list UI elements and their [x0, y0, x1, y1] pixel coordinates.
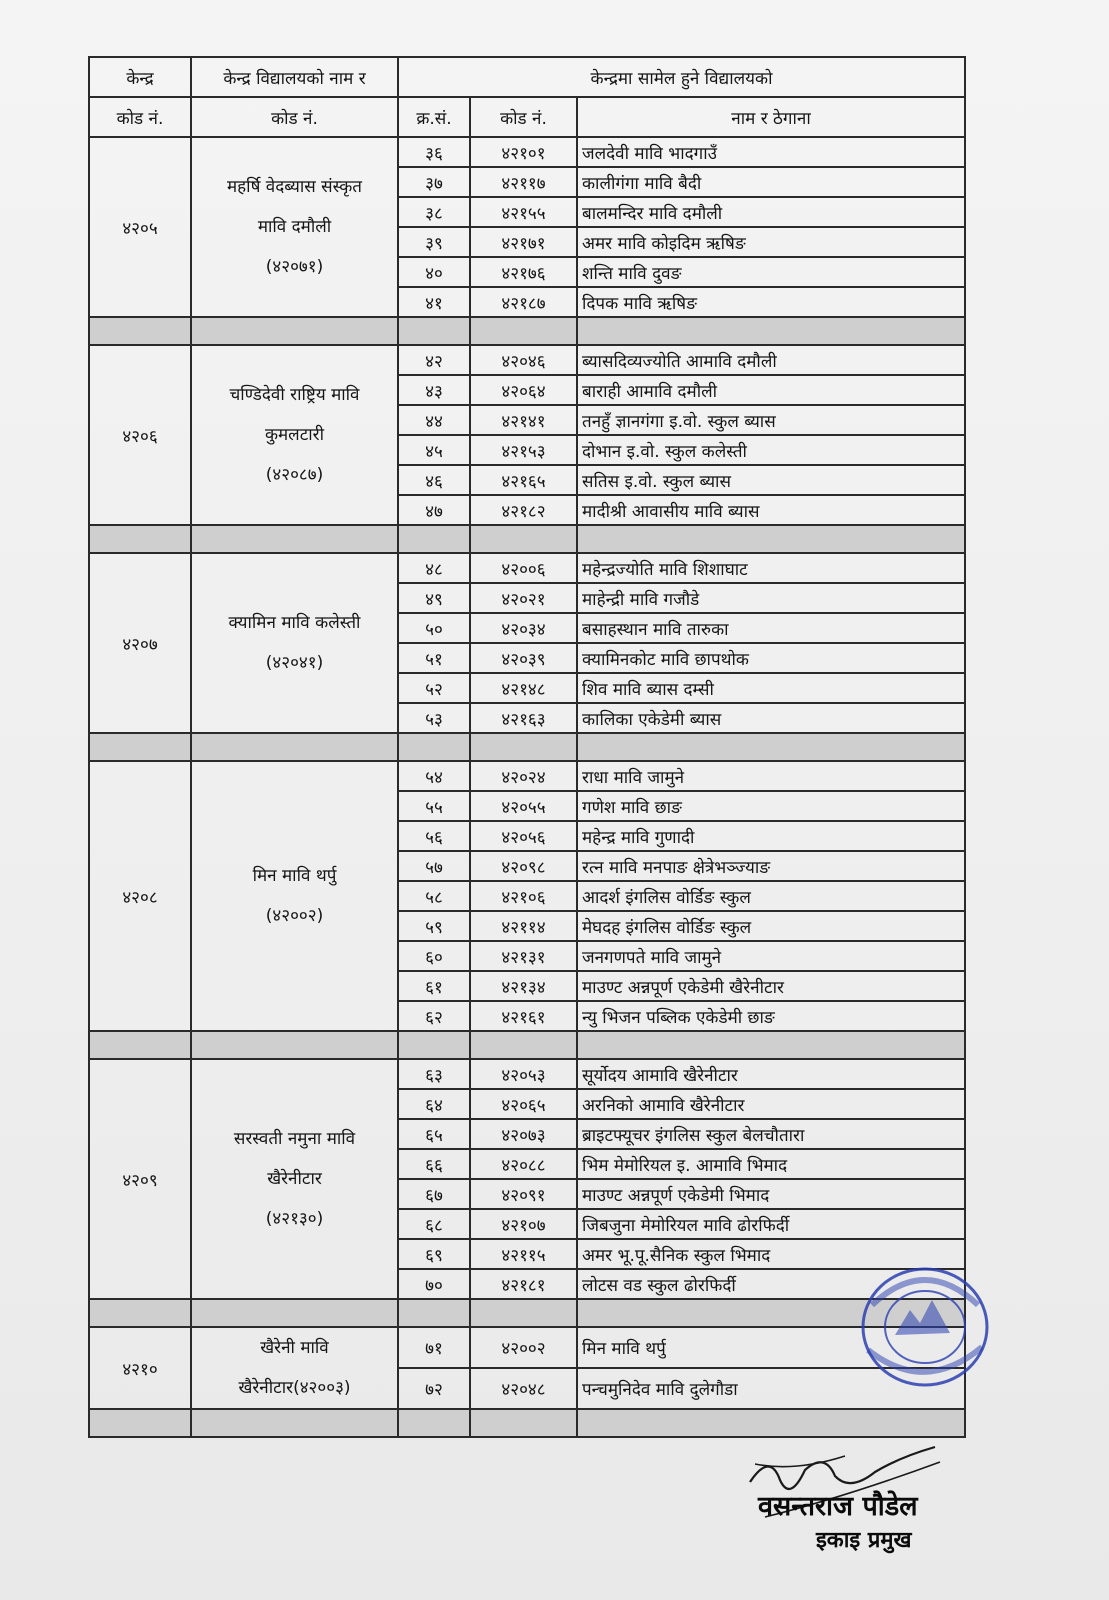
serial-number: ६४ [398, 1089, 470, 1119]
center-name-line: (४२०८७) [265, 465, 324, 485]
school-name-address: सतिस इ.वो. स्कुल ब्यास [577, 465, 965, 495]
separator-cell [398, 1031, 470, 1059]
school-code: ४२१६५ [470, 465, 577, 495]
center-code: ४२०७ [89, 553, 191, 733]
school-name-address: गणेश मावि छाङ [577, 791, 965, 821]
separator-cell [470, 1031, 577, 1059]
serial-number: ४९ [398, 583, 470, 613]
serial-number: ६६ [398, 1149, 470, 1179]
separator-cell [577, 1031, 965, 1059]
serial-number: ४१ [398, 287, 470, 317]
separator-cell [470, 525, 577, 553]
separator-cell [470, 317, 577, 345]
separator-cell [89, 1409, 191, 1437]
center-name-line: कुमलटारी [264, 425, 325, 445]
separator-cell [577, 525, 965, 553]
school-name-address: अमर मावि कोइदिम ऋषिङ [577, 227, 965, 257]
school-name-address: माउण्ट अन्नपूर्ण एकेडेमी खैरेनीटार [577, 971, 965, 1001]
serial-number: ७२ [398, 1368, 470, 1409]
school-name-address: ब्यासदिव्यज्योति आमावि दमौली [577, 345, 965, 375]
school-code: ४२०३४ [470, 613, 577, 643]
school-code: ४२११५ [470, 1239, 577, 1269]
school-code: ४२०५६ [470, 821, 577, 851]
separator-cell [470, 733, 577, 761]
separator-cell [398, 1409, 470, 1437]
separator-cell [398, 525, 470, 553]
header-included-schools: केन्द्रमा सामेल हुने विद्यालयको [398, 57, 965, 97]
school-name-address: क्यामिनकोट मावि छापथोक [577, 643, 965, 673]
serial-number: ६० [398, 941, 470, 971]
school-row [89, 553, 965, 583]
school-code: ४२०३९ [470, 643, 577, 673]
school-code: ४२१८७ [470, 287, 577, 317]
school-name-address: लोटस वड स्कुल ढोरफिर्दी [577, 1269, 965, 1299]
school-center-table [88, 56, 966, 1438]
center-name-line: मिन मावि थर्पु [252, 866, 337, 886]
serial-number: ६८ [398, 1209, 470, 1239]
school-row [89, 761, 965, 791]
school-name-address: बाराही आमावि दमौली [577, 375, 965, 405]
school-name-address: सूर्योदय आमावि खैरेनीटार [577, 1059, 965, 1089]
serial-number: ४६ [398, 465, 470, 495]
separator-cell [191, 1299, 398, 1327]
header-row-2 [89, 97, 965, 137]
school-code: ४२०६४ [470, 375, 577, 405]
school-name-address: भिम मेमोरियल इ. आमावि भिमाद [577, 1149, 965, 1179]
school-name-address: बालमन्दिर मावि दमौली [577, 197, 965, 227]
separator-cell [89, 733, 191, 761]
school-code: ४२१८२ [470, 495, 577, 525]
center-code: ४२०५ [89, 137, 191, 317]
separator-row [89, 1031, 965, 1059]
center-school-name [191, 553, 398, 733]
separator-row [89, 317, 965, 345]
serial-number: ४७ [398, 495, 470, 525]
school-code: ४२१५३ [470, 435, 577, 465]
serial-number: ३७ [398, 167, 470, 197]
school-name-address: अमर भू.पू.सैनिक स्कुल भिमाद [577, 1239, 965, 1269]
school-name-address: बसाहस्थान मावि तारुका [577, 613, 965, 643]
center-name-line: मावि दमौली [257, 217, 332, 237]
center-code: ४२०८ [89, 761, 191, 1031]
serial-number: ४४ [398, 405, 470, 435]
school-name-address: महेन्द्र मावि गुणादी [577, 821, 965, 851]
center-name-line: खैरेनी मावि [260, 1338, 329, 1358]
center-school-name [191, 345, 398, 525]
separator-row [89, 1299, 965, 1327]
school-name-address: जिबजुना मेमोरियल मावि ढोरफिर्दी [577, 1209, 965, 1239]
separator-cell [191, 317, 398, 345]
serial-number: ५९ [398, 911, 470, 941]
center-school-name [191, 761, 398, 1031]
serial-number: ३९ [398, 227, 470, 257]
center-code: ४२१० [89, 1327, 191, 1409]
school-name-address: जलदेवी मावि भादगाउँ [577, 137, 965, 167]
school-name-address: महेन्द्रज्योति मावि शिशाघाट [577, 553, 965, 583]
serial-number: ३६ [398, 137, 470, 167]
serial-number: ५६ [398, 821, 470, 851]
center-name-line: खैरेनीटार [267, 1169, 322, 1189]
school-name-address: माउण्ट अन्नपूर्ण एकेडेमी भिमाद [577, 1179, 965, 1209]
center-school-name [191, 1327, 398, 1409]
center-name-line: (४२००२) [265, 906, 324, 926]
serial-number: ५५ [398, 791, 470, 821]
school-code: ४२११७ [470, 167, 577, 197]
school-name-address: राधा मावि जामुने [577, 761, 965, 791]
separator-cell [398, 317, 470, 345]
school-name-address: पन्चमुनिदेव मावि दुलेगौडा [577, 1368, 965, 1409]
serial-number: ५३ [398, 703, 470, 733]
school-code: ४२०२४ [470, 761, 577, 791]
separator-cell [89, 1299, 191, 1327]
serial-number: ५४ [398, 761, 470, 791]
school-code: ४२०२१ [470, 583, 577, 613]
header-center-code-2: कोड नं. [89, 97, 191, 137]
center-school-name [191, 137, 398, 317]
serial-number: ४८ [398, 553, 470, 583]
separator-cell [191, 1409, 398, 1437]
school-code: ४२१४१ [470, 405, 577, 435]
center-name-line: (४२१३०) [265, 1209, 324, 1229]
school-code: ४२१४८ [470, 673, 577, 703]
school-name-address: मादीश्री आवासीय मावि ब्यास [577, 495, 965, 525]
school-row [89, 1327, 965, 1368]
school-name-address: ब्राइटफ्यूचर इंगलिस स्कुल बेलचौतारा [577, 1119, 965, 1149]
header-serial: क्र.सं. [398, 97, 470, 137]
separator-cell [577, 733, 965, 761]
separator-cell [191, 733, 398, 761]
separator-cell [398, 733, 470, 761]
serial-number: ५८ [398, 881, 470, 911]
school-name-address: शन्ति मावि दुवङ [577, 257, 965, 287]
serial-number: ५२ [398, 673, 470, 703]
center-name-line: खैरेनीटार(४२००३) [238, 1378, 351, 1398]
school-code: ४२१०१ [470, 137, 577, 167]
school-code: ४२०७३ [470, 1119, 577, 1149]
school-row [89, 345, 965, 375]
center-code: ४२०६ [89, 345, 191, 525]
separator-cell [470, 1299, 577, 1327]
school-name-address: जनगणपते मावि जामुने [577, 941, 965, 971]
school-name-address: न्यु भिजन पब्लिक एकेडेमी छाङ [577, 1001, 965, 1031]
school-code: ४२१७६ [470, 257, 577, 287]
separator-cell [191, 1031, 398, 1059]
school-code: ४२०६५ [470, 1089, 577, 1119]
school-code: ४२०५३ [470, 1059, 577, 1089]
school-name-address: दिपक मावि ऋषिङ [577, 287, 965, 317]
school-code: ४२००२ [470, 1327, 577, 1368]
serial-number: ३८ [398, 197, 470, 227]
school-code: ४२०४६ [470, 345, 577, 375]
center-name-line: क्यामिन मावि कलेस्ती [228, 613, 361, 633]
separator-cell [191, 525, 398, 553]
header-center-school-2: कोड नं. [191, 97, 398, 137]
separator-cell [577, 1409, 965, 1437]
school-name-address: कालीगंगा मावि बैदी [577, 167, 965, 197]
signatory-title: इकाइ प्रमुख [816, 1528, 912, 1553]
school-name-address: मेघदह इंगलिस वोर्डिङ स्कुल [577, 911, 965, 941]
serial-number: ६७ [398, 1179, 470, 1209]
school-name-address: दोभान इ.वो. स्कुल कलेस्ती [577, 435, 965, 465]
school-code: ४२१७१ [470, 227, 577, 257]
school-row [89, 137, 965, 167]
school-code: ४२१५५ [470, 197, 577, 227]
serial-number: ७० [398, 1269, 470, 1299]
separator-row [89, 1409, 965, 1437]
header-name-address: नाम र ठेगाना [577, 97, 965, 137]
center-code: ४२०९ [89, 1059, 191, 1299]
school-code: ४२०९१ [470, 1179, 577, 1209]
school-name-address: अरनिको आमावि खैरेनीटार [577, 1089, 965, 1119]
separator-cell [577, 317, 965, 345]
serial-number: ६२ [398, 1001, 470, 1031]
header-row-1 [89, 57, 965, 97]
serial-number: ४५ [398, 435, 470, 465]
school-name-address: रत्न मावि मनपाङ क्षेत्रेभञ्ज्याङ [577, 851, 965, 881]
school-code: ४२०४८ [470, 1368, 577, 1409]
school-code: ४२१३१ [470, 941, 577, 971]
serial-number: ६३ [398, 1059, 470, 1089]
school-code: ४२१३४ [470, 971, 577, 1001]
school-code: ४२००६ [470, 553, 577, 583]
serial-number: ७१ [398, 1327, 470, 1368]
school-name-address: माहेन्द्री मावि गजौडे [577, 583, 965, 613]
official-stamp [850, 1255, 1000, 1395]
serial-number: ६५ [398, 1119, 470, 1149]
serial-number: ४२ [398, 345, 470, 375]
center-name-line: (४२०७१) [265, 257, 324, 277]
separator-cell [89, 317, 191, 345]
separator-cell [89, 1031, 191, 1059]
school-name-address: मिन मावि थर्पु [577, 1327, 965, 1368]
separator-cell [89, 525, 191, 553]
school-code: ४२१६३ [470, 703, 577, 733]
header-center-school: केन्द्र विद्यालयको नाम र [191, 57, 398, 97]
serial-number: ६१ [398, 971, 470, 1001]
school-code: ४२११४ [470, 911, 577, 941]
center-name-line: चण्डिदेवी राष्ट्रिय मावि [229, 385, 360, 405]
school-code: ४२१८१ [470, 1269, 577, 1299]
school-code: ४२०५५ [470, 791, 577, 821]
school-code: ४२१०७ [470, 1209, 577, 1239]
center-name-line: (४२०४१) [265, 653, 324, 673]
header-code: कोड नं. [470, 97, 577, 137]
school-row [89, 1059, 965, 1089]
school-code: ४२१०६ [470, 881, 577, 911]
school-code: ४२१६१ [470, 1001, 577, 1031]
serial-number: ४० [398, 257, 470, 287]
school-code: ४२०८८ [470, 1149, 577, 1179]
school-name-address: कालिका एकेडेमी ब्यास [577, 703, 965, 733]
header-center-code: केन्द्र [89, 57, 191, 97]
school-name-address: शिव मावि ब्यास दम्सी [577, 673, 965, 703]
separator-row [89, 525, 965, 553]
separator-cell [398, 1299, 470, 1327]
serial-number: ४३ [398, 375, 470, 405]
serial-number: ५१ [398, 643, 470, 673]
signatory-name: वसन्तराज पौडेल [758, 1491, 918, 1522]
serial-number: ५७ [398, 851, 470, 881]
school-name-address: आदर्श इंगलिस वोर्डिङ स्कुल [577, 881, 965, 911]
center-name-line: सरस्वती नमुना मावि [233, 1129, 356, 1149]
school-code: ४२०९८ [470, 851, 577, 881]
school-name-address: तनहुँ ज्ञानगंगा इ.वो. स्कुल ब्यास [577, 405, 965, 435]
serial-number: ५० [398, 613, 470, 643]
separator-cell [470, 1409, 577, 1437]
separator-row [89, 733, 965, 761]
center-name-line: महर्षि वेदब्यास संस्कृत [226, 177, 362, 197]
center-school-name [191, 1059, 398, 1299]
serial-number: ६९ [398, 1239, 470, 1269]
